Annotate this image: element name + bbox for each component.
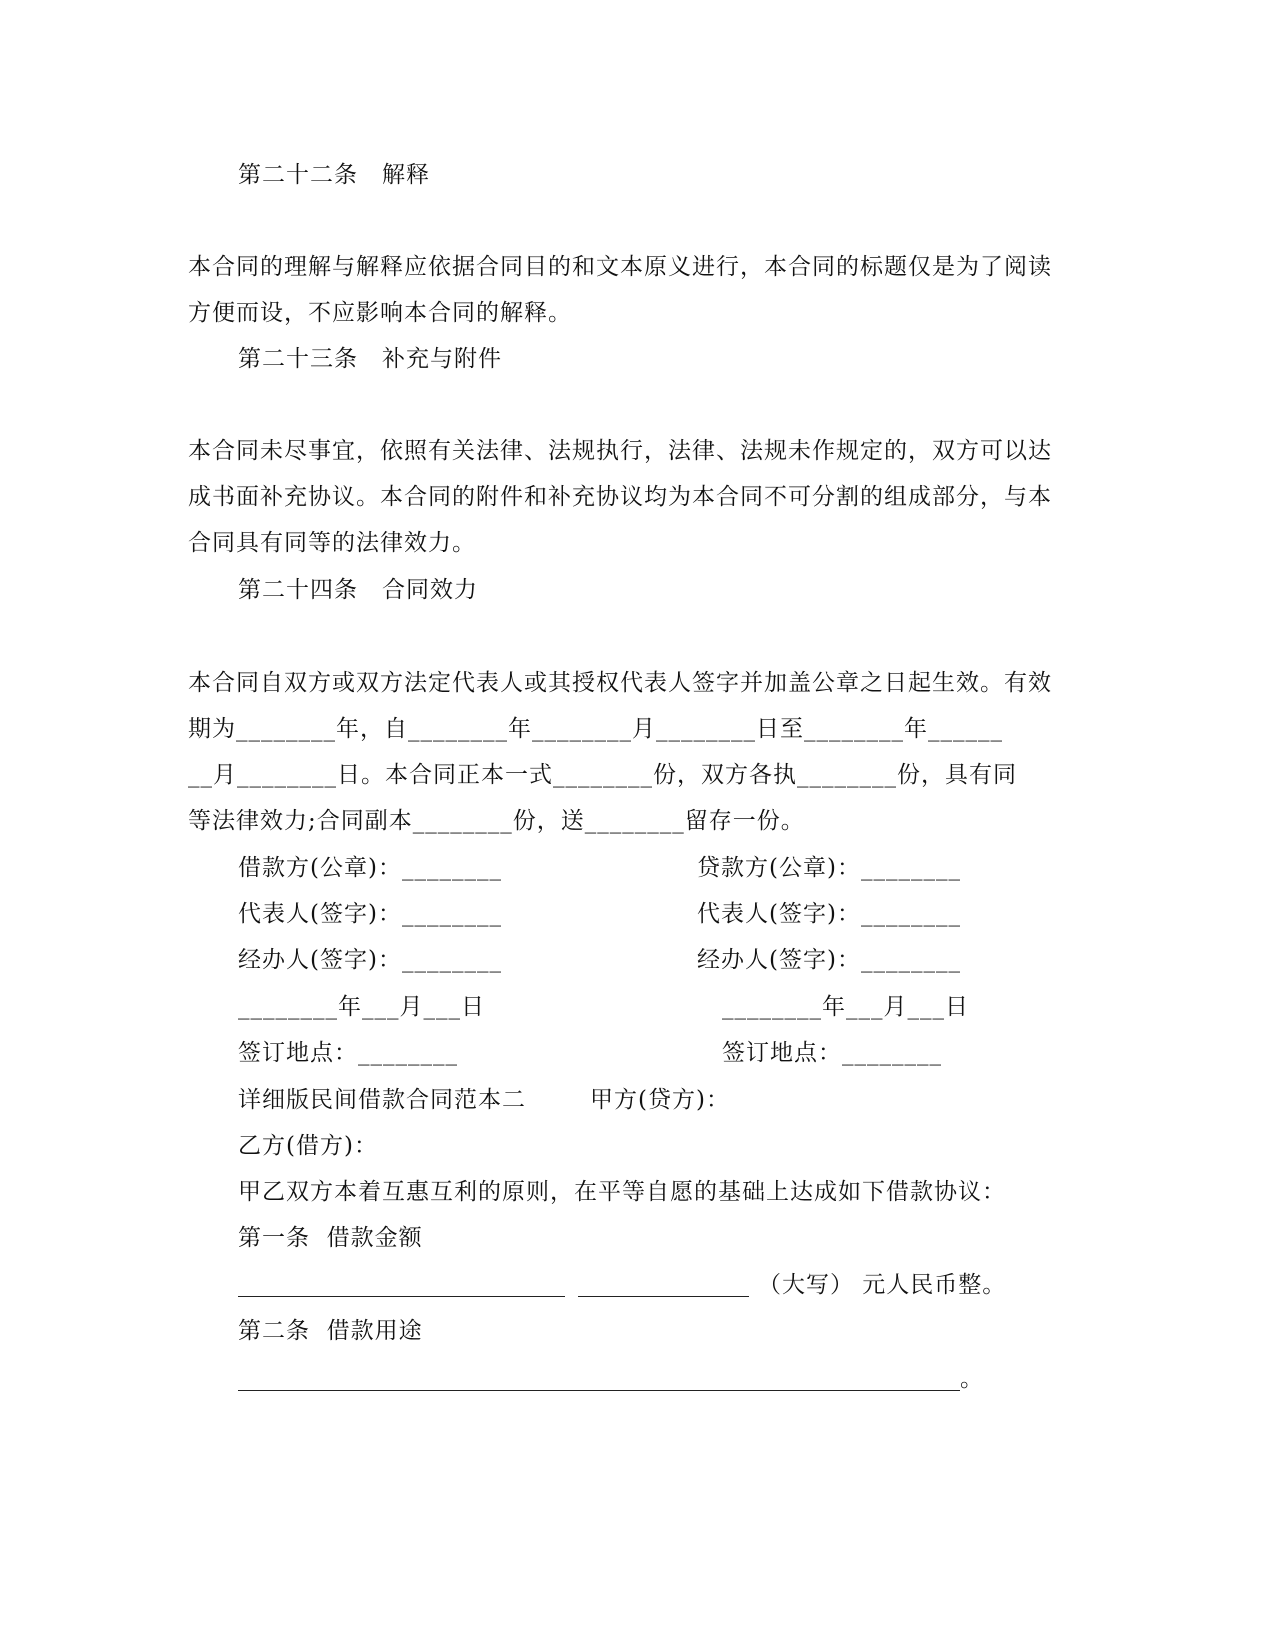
purpose-blank [238,1390,960,1391]
article-22-line-1: 本合同的理解与解释应依据合同目的和文本原义进行，本合同的标题仅是为了阅读 [188,254,1052,280]
article-23-line-1: 本合同未尽事宜，依照有关法律、法规执行，法律、法规未作规定的，双方可以达 [188,438,1052,464]
party-a-field: 甲方(贷方)： [590,1087,730,1113]
borrower-agent-field: 经办人(签字)：________ [238,947,502,973]
article-24-heading: 第二十四条 合同效力 [238,577,478,603]
borrower-seal-field: 借款方(公章)：________ [238,855,502,881]
lender-agent-field: 经办人(签字)：________ [697,947,961,973]
article-23-line-2: 成书面补充协议。本合同的附件和补充协议均为本合同不可分割的组成部分，与本 [188,484,1052,510]
borrower-place-field: 签订地点：________ [238,1040,458,1066]
amount-suffix: （大写） 元人民币整。 [758,1272,1007,1298]
lender-date-field: ________年___月___日 [722,994,969,1020]
lender-place-field: 签订地点：________ [722,1040,942,1066]
lender-rep-field: 代表人(签字)：________ [697,901,961,927]
article-22-line-2: 方便而设，不应影响本合同的解释。 [188,300,572,326]
article-23-heading: 第二十三条 补充与附件 [238,346,502,372]
amount-figures-blank [238,1296,565,1297]
article-24-line-3: __月________日。本合同正本一式________份，双方各执________份，具有同 [188,762,1017,788]
article-23-line-3: 合同具有同等的法律效力。 [188,530,476,556]
party-b-field: 乙方(借方)： [238,1133,378,1159]
lender-seal-field: 贷款方(公章)：________ [697,855,961,881]
amount-words-blank [578,1296,749,1297]
contract-2-title: 详细版民间借款合同范本二 [238,1087,526,1113]
article-2-heading: 第二条 借款用途 [238,1318,423,1344]
article-24-line-1: 本合同自双方或双方法定代表人或其授权代表人签字并加盖公章之日起生效。有效 [188,670,1052,696]
article-22-heading: 第二十二条 解释 [238,162,430,188]
borrower-date-field: ________年___月___日 [238,994,485,1020]
article-1-heading: 第一条 借款金额 [238,1225,423,1251]
purpose-end-mark: 。 [960,1366,984,1392]
article-24-line-2: 期为________年，自________年________月________日至________年______ [188,716,1003,742]
contract-2-intro: 甲乙双方本着互惠互利的原则，在平等自愿的基础上达成如下借款协议： [238,1179,1006,1205]
article-24-line-4: 等法律效力;合同副本________份，送________留存一份。 [188,808,805,834]
borrower-rep-field: 代表人(签字)：________ [238,901,502,927]
